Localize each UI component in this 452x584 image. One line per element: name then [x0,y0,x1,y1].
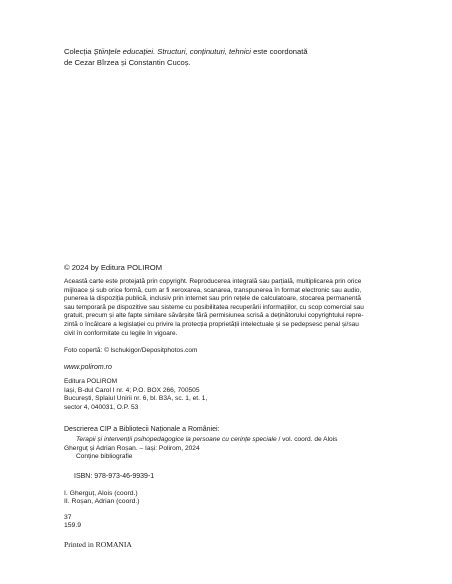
website-link[interactable]: www.polirom.ro [64,364,112,371]
book-title: Terapii și intervenții psihopedagogice la persoane cu cerințe speciale [76,436,277,443]
publisher-line: Iași, B-dul Carol I nr. 4; P.O. BOX 266, 700505 [64,386,200,394]
udc-code: 37 [64,514,72,521]
printed-in: Printed in ROMANIA [64,540,132,549]
publisher-line: Editura POLIROM [64,378,118,385]
series-line-2: de Cezar Bîrzea și Constantin Cucoș. [64,58,191,67]
legal-line: Această carte este protejată prin copyright. Reproducerea integrală sau parțială, multiplicarea prin orice [64,278,362,285]
legal-line: zintă o încălcare a legislației cu privire la protecția proprietății intelectuale și se pedepsesc penal și/sau [64,320,359,328]
cip-authors [64,490,394,507]
legal-notice [64,278,390,338]
legal-line: punerea la dispoziția publică, inclusiv prin internet sau prin rețele de calculatoare, stocarea permanentă [64,295,362,303]
cip-entry [64,436,396,462]
cip-header: Descrierea CIP a Bibliotecii Naționale a României: [64,426,220,433]
photo-credit: Foto copertă: © lschukigor/Depositphotos.com [64,347,198,354]
udc-codes [64,514,394,531]
cip-title-line: Terapii și intervenții psihopedagogice la persoane cu cerințe speciale / vol. coord. de Alois [76,436,338,443]
cip-imprint-line: Gherguț și Adrian Roșan. – Iași: Polirom, 2024 [64,444,200,452]
legal-line: mijloace și sub orice formă, cum ar fi xeroxarea, scanarea, transpunerea în format electronic sau audio, [64,286,362,294]
copyright-notice: © 2024 by Editura POLIROM [64,263,163,272]
publisher-line: sector 4, 040031, O.P. 53 [64,403,139,411]
isbn: ISBN: 978-973-46-9939-1 [74,473,155,480]
udc-code: 159.9 [64,522,82,530]
publisher-address [64,378,394,412]
series-line-1: Colecția Științele educației. Structuri, conținuturi, tehnici este coordonată [64,47,308,56]
legal-line: sau temporară pe dispozitive sau sisteme cu posibilitatea recuperării informațiilor, cu scop comercial sau [64,303,364,311]
author-entry: I. Gherguț, Alois (coord.) [64,490,138,497]
author-entry: II. Roșan, Adrian (coord.) [64,498,140,506]
legal-line: gratuit, precum și alte fapte similare săvârșite fără permisiunea scrisă a deținătorului copyrightului repre- [64,312,364,320]
cip-bibliography-line: Conține bibliografie [76,453,133,461]
series-title: Științele educației. Structuri, conținuturi, tehnici [93,47,251,56]
legal-line: civil în conformitate cu legile în vigoare. [64,329,178,337]
series-note [64,46,394,68]
publisher-line: București, Splaiul Unirii nr. 6, bl. B3A, sc. 1, et. 1, [64,395,208,403]
